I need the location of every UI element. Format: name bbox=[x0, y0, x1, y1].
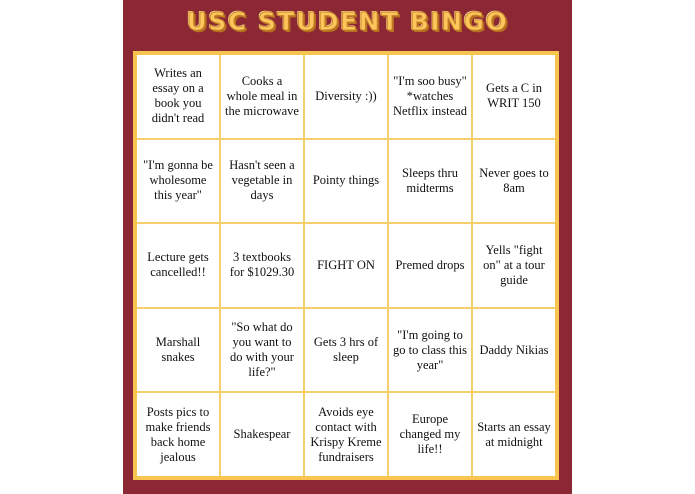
bingo-cell-r1c4[interactable]: "I'm soo busy" *watches Netflix instead bbox=[389, 55, 471, 138]
bingo-cell-r5c5[interactable]: Starts an essay at midnight bbox=[473, 393, 555, 476]
bingo-cell-r4c1[interactable]: Marshall snakes bbox=[137, 309, 219, 392]
bingo-cell-r2c4[interactable]: Sleeps thru midterms bbox=[389, 140, 471, 223]
bingo-cell-r5c1[interactable]: Posts pics to make friends back home jealous bbox=[137, 393, 219, 476]
bingo-cell-r2c2[interactable]: Hasn't seen a vegetable in days bbox=[221, 140, 303, 223]
bingo-cell-r2c1[interactable]: "I'm gonna be wholesome this year" bbox=[137, 140, 219, 223]
bingo-cell-r1c1[interactable]: Writes an essay on a book you didn't read bbox=[137, 55, 219, 138]
bingo-grid bbox=[137, 55, 555, 476]
bingo-cell-r5c3[interactable]: Avoids eye contact with Krispy Kreme fundraisers bbox=[305, 393, 387, 476]
bingo-cell-r2c3[interactable]: Pointy things bbox=[305, 140, 387, 223]
bingo-cell-r1c3[interactable]: Diversity :)) bbox=[305, 55, 387, 138]
bingo-cell-r4c2[interactable]: "So what do you want to do with your life?" bbox=[221, 309, 303, 392]
bingo-cell-r2c5[interactable]: Never goes to 8am bbox=[473, 140, 555, 223]
bingo-cell-r3c1[interactable]: Lecture gets cancelled!! bbox=[137, 224, 219, 307]
bingo-title: USC STUDENT BINGO bbox=[186, 7, 509, 36]
bingo-board-frame bbox=[133, 51, 559, 480]
bingo-cell-r4c3[interactable]: Gets 3 hrs of sleep bbox=[305, 309, 387, 392]
bingo-cell-r3c5[interactable]: Yells "fight on" at a tour guide bbox=[473, 224, 555, 307]
bingo-cell-r1c5[interactable]: Gets a C in WRIT 150 bbox=[473, 55, 555, 138]
bingo-cell-r4c5[interactable]: Daddy Nikias bbox=[473, 309, 555, 392]
bingo-cell-r5c2[interactable]: Shakespear bbox=[221, 393, 303, 476]
bingo-cell-r5c4[interactable]: Europe changed my life!! bbox=[389, 393, 471, 476]
bingo-cell-r1c2[interactable]: Cooks a whole meal in the microwave bbox=[221, 55, 303, 138]
bingo-cell-r3c3-free-space[interactable]: FIGHT ON bbox=[305, 224, 387, 307]
bingo-cell-r4c4[interactable]: "I'm going to go to class this year" bbox=[389, 309, 471, 392]
bingo-cell-r3c2[interactable]: 3 textbooks for $1029.30 bbox=[221, 224, 303, 307]
bingo-cell-r3c4[interactable]: Premed drops bbox=[389, 224, 471, 307]
bingo-card bbox=[123, 0, 572, 494]
